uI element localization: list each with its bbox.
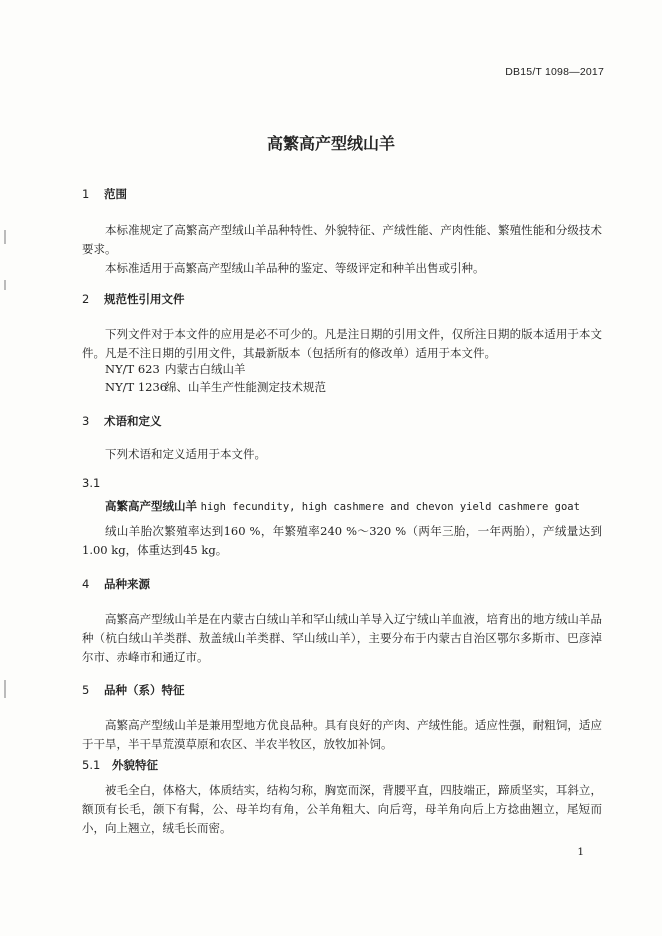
scan-artifact [4,280,6,290]
section-1-paragraph-2: 本标准适用于高繁高产型绒山羊品种的鉴定、等级评定和种羊出售或引种。 [105,261,485,275]
subsection-5-1-paragraph: 被毛全白，体格大，体质结实，结构匀称，胸宽而深，背腰平直，四肢端正，蹄质坚实，耳斜立，额顶有长毛，颌下有髯，公、母羊均有角，公羊角粗大、向后弯，母羊角向后上方捻曲翘立，尾短而小，向上翘立，绒毛长而密。 [82,783,602,835]
section-5-paragraph: 高繁高产型绒山羊是兼用型地方优良品种。具有良好的产肉、产绒性能。适应性强，耐粗饲，适应于干旱，半干旱荒漠草原和农区、半农半牧区，放牧加补饲。 [82,718,602,751]
section-2-heading: 2 规范性引用文件 [82,292,185,306]
subsection-5-1-heading: 5.1 外貌特征 [82,758,158,772]
term-entry: 高繁高产型绒山羊 high fecundity, high cashmere and chevon yield cashmere goat [105,499,580,513]
subsection-3-1-number: 3.1 [82,476,101,490]
reference-item: NY/T 623 内蒙古白绒山羊 [105,362,246,376]
reference-item: NY/T 1236绵、山羊生产性能测定技术规范 [105,380,326,394]
document-title: 高繁高产型绒山羊 [266,134,395,153]
standard-number: DB15/T 1098—2017 [505,66,604,78]
section-1-heading: 1 范围 [82,187,127,201]
page-number: 1 [577,846,584,858]
section-4-heading: 4 品种来源 [82,577,150,591]
section-1-paragraph-1: 本标准规定了高繁高产型绒山羊品种特性、外貌特征、产绒性能、产肉性能、繁殖性能和分级技术要求。 [82,223,602,256]
section-3-paragraph: 下列术语和定义适用于本文件。 [105,447,266,461]
scan-artifact [4,680,6,698]
section-3-heading: 3 术语和定义 [82,414,162,428]
term-definition: 绒山羊胎次繁殖率达到160 %，年繁殖率240 %～320 %（两年三胎，一年两胎），产绒量达到1.00 kg，体重达到45 kg。 [82,524,602,557]
section-4-paragraph: 高繁高产型绒山羊是在内蒙古白绒山羊和罕山绒山羊导入辽宁绒山羊血液，培育出的地方绒山羊品种（杭白绒山羊类群、敖盖绒山羊类群、罕山绒山羊），主要分布于内蒙古自治区鄂尔多斯市、巴彦淖尔市、赤峰市和通辽市。 [82,612,602,664]
section-5-heading: 5 品种（系）特征 [82,683,185,697]
section-2-paragraph: 下列文件对于本文件的应用是必不可少的。凡是注日期的引用文件，仅所注日期的版本适用于本文件。凡是不注日期的引用文件，其最新版本（包括所有的修改单）适用于本文件。 [82,327,602,360]
scan-artifact [4,230,6,244]
